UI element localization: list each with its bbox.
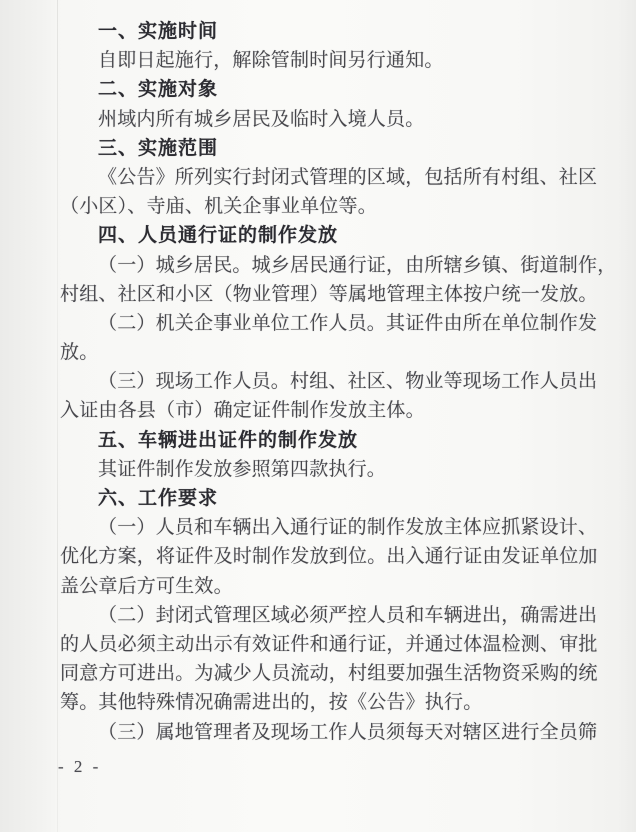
text-line: （二）机关企事业单位工作人员。其证件由所在单位制作发 (98, 312, 598, 334)
text-line: 自即日起施行，解除管制时间另行通知。 (98, 50, 444, 72)
scan-fold-line (57, 0, 58, 832)
section-heading: 五、车辆进出证件的制作发放 (98, 429, 359, 451)
text-line: 村组、社区和小区（物业管理）等属地管理主体按户统一发放。 (60, 283, 598, 305)
text-line: 入证由各县（市）确定证件制作发放主体。 (60, 400, 425, 422)
text-line: 同意方可进出。为减少人员流动，村组要加强生活物资采购的统 (60, 663, 598, 685)
page-number: - 2 - (58, 757, 102, 776)
text-line: 盖公章后方可生效。 (60, 575, 233, 597)
text-line: （二）封闭式管理区域必须严控人员和车辆进出，确需进出 (98, 604, 598, 626)
section-heading: 二、实施对象 (98, 79, 219, 101)
text-line: 放。 (60, 342, 99, 364)
section-heading: 一、实施时间 (98, 21, 219, 42)
text-line: 筹。其他特殊情况确需进出的，按《公告》执行。 (60, 692, 483, 714)
text-line: 《公告》所列实行封闭式管理的区域，包括所有村组、社区 (98, 166, 598, 188)
text-line: （一）人员和车辆出入通行证的制作发放主体应抓紧设计、 (98, 517, 598, 539)
document-body (60, 17, 616, 747)
section-heading: 六、工作要求 (98, 488, 219, 509)
text-line: 优化方案，将证件及时制作发放到位。出入通行证由发证单位加 (60, 546, 598, 568)
text-line: （小区）、寺庙、机关企事业单位等。 (60, 196, 377, 218)
section-heading: 四、人员通行证的制作发放 (98, 225, 339, 247)
text-line: 其证件制作发放参照第四款执行。 (98, 458, 387, 480)
section-heading: 三、实施范围 (98, 137, 219, 159)
text-line: 州域内所有城乡居民及临时入境人员。 (98, 108, 425, 130)
text-line: 的人员必须主动出示有效证件和通行证，并通过体温检测、审批 (60, 633, 598, 655)
text-line: （三）现场工作人员。村组、社区、物业等现场工作人员出 (98, 371, 598, 393)
text-line: （三）属地管理者及现场工作人员须每天对辖区进行全员筛 (98, 721, 598, 743)
text-line: （一）城乡居民。城乡居民通行证，由所辖乡镇、街道制作， (98, 254, 617, 276)
